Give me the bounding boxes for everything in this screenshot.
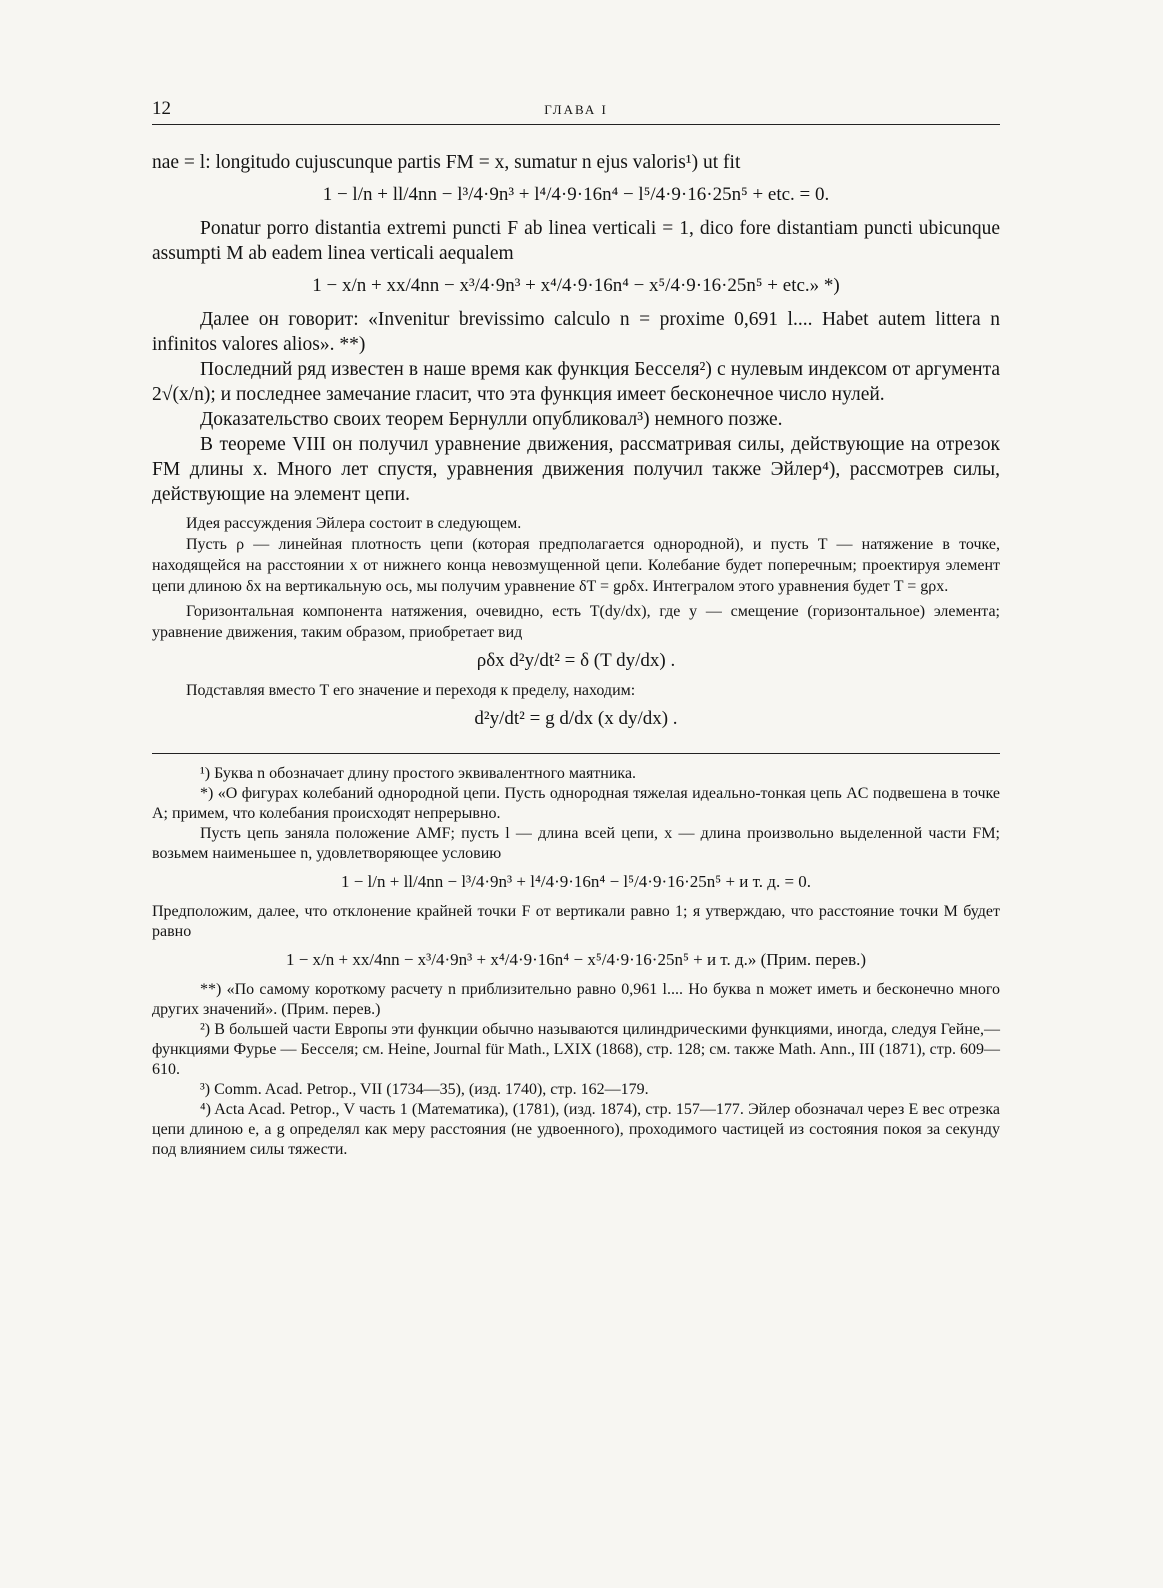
footnote-2: ²) В большей части Европы эти функции обычно называются цилиндрическими функциями, иногда, следуя Гейне,— функциями Фурье — Бесселя; см. Heine, Journal für Math., LXIX (1868), стр. 128; см. также Math. Ann., III (1871), стр. 609—610. [152,1021,1000,1078]
small-print-section [152,513,1000,729]
equation-motion: ρδx d²y/dt² = δ (T dy/dx) . [476,650,676,671]
page-number: 12 [152,98,171,119]
paragraph-proof: Доказательство своих теорем Бернулли опубликовал³) немного позже. [200,409,783,430]
footnote-star-3: Предположим, далее, что отклонение крайней точки F от вертикали равно 1; я утверждаю, что расстояние точки M будет равно [152,903,1000,940]
footnote-1: ¹) Буква n обозначает длину простого эквивалентного маятника. [200,765,637,782]
small-paragraph-3: Горизонтальная компонента натяжения, очевидно, есть T(dy/dx), где y — смещение (горизонтальное) элемента; уравнение движения, таким образом, приобретает вид [152,603,1000,641]
footnote-3: ³) Comm. Acad. Petrop., VII (1734—35), (изд. 1740), стр. 162—179. [200,1081,649,1098]
paragraph-bessel: Последний ряд известен в наше время как функция Бесселя²) с нулевым индексом от аргумента 2√(x/n); и последнее замечание гласит, что эта функция имеет бесконечное число нулей. [152,359,1000,405]
page-header [152,96,1000,125]
paragraph-theorem-viii: В теореме VIII он получил уравнение движения, рассматривая силы, действующие на отрезок FM длины x. Много лет спустя, уравнения движения получил также Эйлер⁴), рассмотрев силы, действующие на элемент цепи. [152,434,1000,505]
main-text [152,150,1000,1160]
footnotes [152,764,1000,1160]
footnote-4: ⁴) Acta Acad. Petrop., V часть 1 (Математика), (1781), (изд. 1874), стр. 157—177. Эйлер обозначал через E вес отрезка цепи длиною e, а g определял как меру расстояния (не удвоенного), проходимого частицей из состояния покоя за секунду под влиянием силы тяжести. [152,1101,1000,1158]
paragraph-quote: Далее он говорит: «Invenitur brevissimo calculo n = proxime 0,691 l.... Habet autem littera n infinitos valores alios». **) [152,309,1000,355]
paragraph-latin-1: nae = l: longitudo cujuscunque partis FM = x, sumatur n ejus valoris¹) ut fit [152,152,741,173]
footnote-double-star: **) «По самому короткому расчету n приблизительно равно 0,961 l.... Но буква n может иметь и бесконечно много других значений». (Прим. перев.) [152,981,1000,1018]
footnote-star-1: *) «О фигурах колебаний однородной цепи. Пусть однородная тяжелая идеально-тонкая цепь AC подвешена в точке A; примем, что колебания происходят непрерывно. [152,785,1000,822]
small-paragraph-1: Идея рассуждения Эйлера состоит в следующем. [186,515,522,532]
footnote-star-2: Пусть цепь заняла положение AMF; пусть l — длина всей цепи, x — длина произвольно выделенной части FM; возьмем наименьшее n, удовлетворяющее условию [152,825,1000,862]
small-paragraph-4: Подставляя вместо T его значение и переходя к пределу, находим: [186,682,636,699]
running-head: ГЛАВА I [544,102,608,117]
footnote-equation-2: 1 − x/n + xx/4nn − x³/4·9n³ + x⁴/4·9·16n⁴ − x⁵/4·9·16·25n⁵ + и т. д.» (Прим. перев.) [285,950,867,969]
paragraph-latin-2: Ponatur porro distantia extremi puncti F ab linea verticali = 1, dico fore distantiam puncti ubicunque assumpti M ab eadem linea verticali aequalem [152,218,1000,264]
equation-limit: d²y/dt² = g d/dx (x dy/dx) . [474,708,678,729]
footnote-equation-1: 1 − l/n + ll/4nn − l³/4·9n³ + l⁴/4·9·16n⁴ − l⁵/4·9·16·25n⁵ + и т. д. = 0. [340,872,812,891]
small-paragraph-2: Пусть ρ — линейная плотность цепи (которая предполагается однородной), и пусть T — натяжение в точке, находящейся на расстоянии x от нижнего конца невозмущенной цепи. Колебание будет поперечным; проектируя элемент цепи длиною δx на вертикальную ось, мы получим уравнение δT = gρδx. Интегралом этого уравнения будет T = gρx. [152,536,1000,595]
footnote-divider [152,753,1000,754]
equation-series-l: 1 − l/n + ll/4nn − l³/4·9n³ + l⁴/4·9·16n⁴ − l⁵/4·9·16·25n⁵ + etc. = 0. [322,184,830,205]
equation-series-x: 1 − x/n + xx/4nn − x³/4·9n³ + x⁴/4·9·16n⁴ − x⁵/4·9·16·25n⁵ + etc.» *) [312,275,840,296]
